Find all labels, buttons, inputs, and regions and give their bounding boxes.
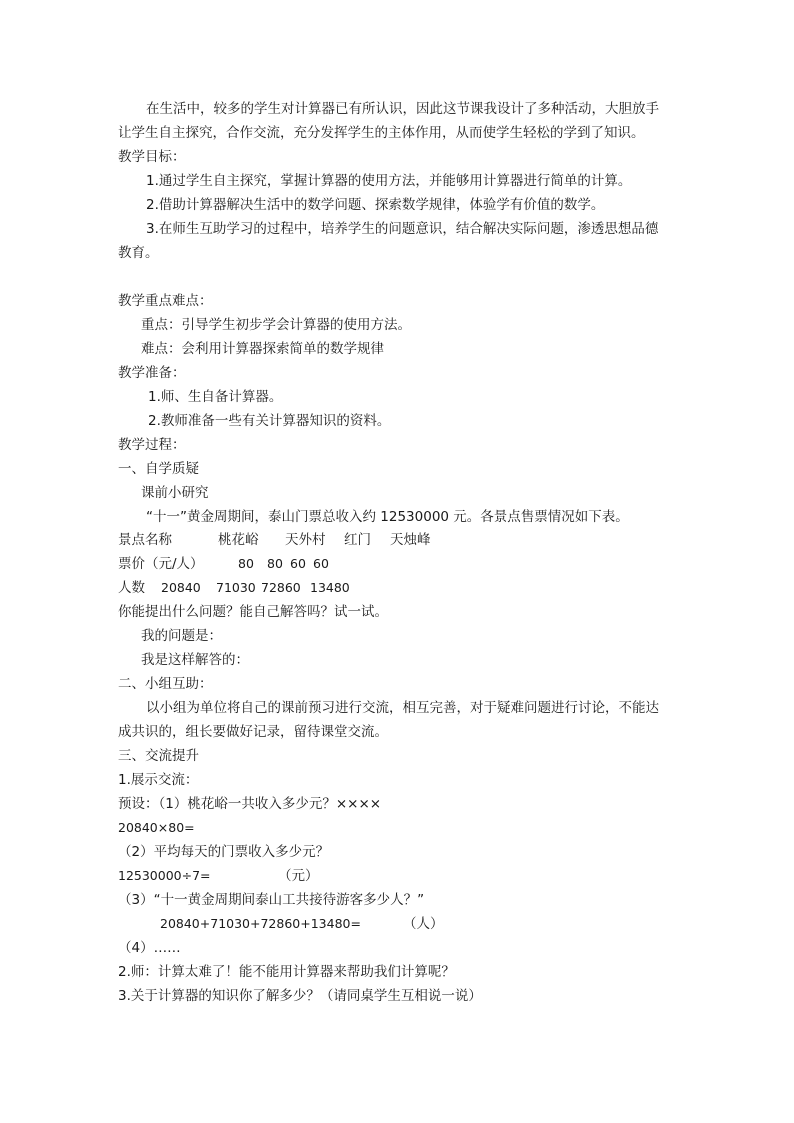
goal-3-line-1: 3.在师生互助学习的过程中，培养学生的问题意识，结合解决实际问题，渗透思想品德 [146,221,659,237]
table-price-row [118,556,329,572]
section-3-item-2: 2.师：计算太难了！能不能用计算器来帮助我们计算呢？ [118,964,455,980]
goal-1: 1.通过学生自主探究，掌握计算器的使用方法，并能够用计算器进行简单的计算。 [146,173,632,189]
table-header-row [118,532,431,548]
intro-line-2: 让学生自主探究，合作交流，充分发挥学生的主体作用，从而使学生轻松的学到了知识。 [118,125,645,141]
prep-item-2: 2.教师准备一些有关计算器知识的资料。 [148,413,391,429]
table-header-cell: 桃花峪 [218,532,259,548]
prep-item-1: 1.师、生自备计算器。 [148,389,283,405]
section-2-text-1: 以小组为单位将自己的课前预习进行交流，相互完善，对于疑难问题进行讨论，不能达 [146,700,659,716]
section-2-text-2: 成共识的，组长要做好记录，留待课堂交流。 [118,724,388,740]
keypoints-heading: 教学重点难点： [118,293,213,309]
preset-question-2: （2）平均每天的门票收入多少元？ [118,844,330,860]
section-3-title: 三、交流提升 [118,748,199,764]
section-1-question: 你能提出什么问题？能自己解答吗？试一试。 [118,604,388,620]
calc-2-unit: （元） [278,868,319,884]
table-header-cell: 景点名称 [118,532,172,548]
section-2-title: 二、小组互助： [118,676,213,692]
table-cell: 13480 [310,580,350,595]
goals-heading: 教学目标： [118,149,186,165]
my-question-label: 我的问题是： [141,628,222,644]
section-1-subtitle: 课前小研究 [141,485,209,501]
preset-question-4: （4）…… [118,940,181,956]
table-cell: 72860 [261,580,301,595]
section-3-item-3: 3.关于计算器的知识你了解多少？（请同桌学生互相说一说） [118,988,482,1004]
table-header-cell: 天外村 [285,532,326,548]
prep-heading: 教学准备： [118,365,186,381]
table-header-cell: 红门 [344,532,371,548]
section-1-title: 一、自学质疑 [118,461,199,477]
table-people-row [118,580,350,596]
table-cell: 80 [267,556,283,571]
section-3-item-1: 1.展示交流： [118,772,199,788]
table-row-label: 人数 [118,580,145,596]
my-answer-label: 我是这样解答的： [141,652,249,668]
table-cell: 60 [290,556,306,571]
calc-1: 20840×80= [118,820,195,835]
calc-2: 12530000÷7= [118,868,211,883]
table-cell: 71030 [216,580,256,595]
key-point: 重点：引导学生初步学会计算器的使用方法。 [141,317,411,333]
goal-3-line-2: 教育。 [118,245,159,261]
table-cell: 60 [313,556,329,571]
calc-3: 20840+71030+72860+13480= [160,916,361,931]
table-cell: 80 [238,556,254,571]
process-heading: 教学过程： [118,437,186,453]
intro-line-1: 在生活中，较多的学生对计算器已有所认识，因此这节课我设计了多种活动，大胆放手 [146,101,659,117]
preset-question-3: （3）“十一黄金周期间泰山工共接待游客多少人？” [118,892,425,908]
table-row-label: 票价（元/人） [118,556,204,572]
goal-2: 2.借助计算器解决生活中的数学问题、探索数学规律，体验学有价值的数学。 [146,197,605,213]
difficulty-point: 难点：会利用计算器探索简单的数学规律 [141,341,384,357]
section-1-text: “十一”黄金周期间，泰山门票总收入约 12530000 元。各景点售票情况如下表。 [146,509,629,525]
table-cell: 20840 [161,580,201,595]
preset-question-1: 预设：（1）桃花峪一共收入多少元？×××× [118,796,382,812]
calc-3-unit: （人） [403,916,444,932]
table-header-cell: 天烛峰 [390,532,431,548]
